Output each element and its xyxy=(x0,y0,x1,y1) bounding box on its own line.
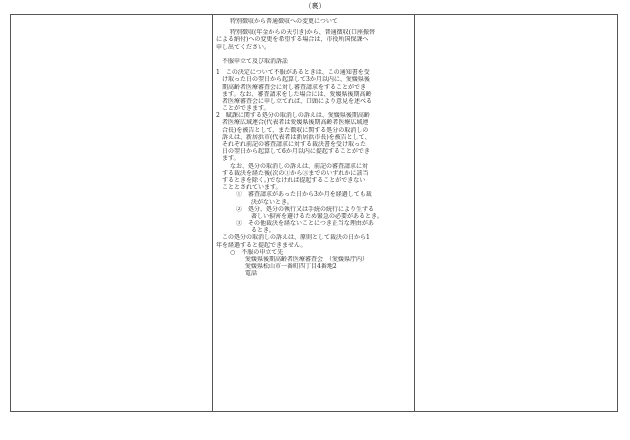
note-paragraph-line: こととされています。 xyxy=(222,184,282,192)
page-side-label: （裏） xyxy=(304,2,326,10)
collection-change-line: 特別徴収(年金からの天引き)から、普通徴収(口座振替 xyxy=(230,29,376,37)
case-2-line: ② 処分、処分の執行又は手続の続行により生ずる xyxy=(236,205,375,213)
case-1-line: 決がないとき。 xyxy=(251,198,293,206)
collection-change-line: 申し出てください。 xyxy=(216,43,271,51)
note-paragraph-line: なお、処分の取消しの訴えは、前記の審査請求に対 xyxy=(230,162,369,170)
contact-label: ○ 不服の申立て先 xyxy=(230,248,284,256)
case-3-line: ③ その他裁決を経ないことにつき正当な理由があ xyxy=(236,220,374,228)
appeal-item-2-line: 訴えは、新居浜市(代表者は新居浜市長)を被告として、 xyxy=(222,133,371,141)
appeal-item-1-line: 者医療審査会に申し立てれば、口頭により意見を述べる xyxy=(222,97,373,105)
case-3-line: るとき。 xyxy=(251,227,275,235)
appeal-item-2-line: 2 賦課に関する処分の取消しの訴えは、愛媛県後期高齢 xyxy=(216,112,370,120)
collection-change-line: による納付)への変更を希望する場合は、市役所国保課へ xyxy=(216,36,369,44)
notice-table xyxy=(10,14,618,412)
appeal-item-2-line: それぞれ前記の審査請求に対する裁決書を受け取った xyxy=(222,141,367,148)
note-paragraph-line: する裁決を経た後(次の①から③までのいずれかに該当 xyxy=(222,169,369,177)
appeal-item-1-line: け取った日の翌日から起算して3か月以内に、愛媛県後 xyxy=(222,76,370,84)
appeal-item-2-line: 日の翌日から起算して6か月以内に提起することができ xyxy=(222,148,370,156)
final-paragraph-line: この処分の取消しの訴えは、原則として裁決の日から1 xyxy=(222,234,370,242)
appeal-item-2-line: ます。 xyxy=(222,155,240,163)
column-divider-right xyxy=(414,15,415,411)
case-2-line: 著しい損害を避けるため緊急の必要があるとき。 xyxy=(251,212,383,220)
contact-address: 愛媛県松山市一番町四丁目4番地2 xyxy=(245,263,337,271)
note-paragraph-line: するときを除く。)でなければ提起することができない xyxy=(222,176,366,184)
appeal-item-1-line: 1 この決定について不服があるときは、この通知書を受 xyxy=(216,69,370,77)
contact-phone: 電話 xyxy=(245,270,258,278)
appeal-item-1-line: ことができます。 xyxy=(222,105,270,113)
heading-appeal: 不服申立て及び取消訴訟 xyxy=(222,57,289,65)
column-divider-left xyxy=(212,15,213,411)
appeal-item-1-line: ます。なお、審査請求をした場合には、愛媛県後期高齢 xyxy=(222,90,372,98)
case-1-line: ① 審査請求があった日から3か月を経過しても裁 xyxy=(236,191,372,199)
contact-organization: 愛媛県後期高齢者医療審査会 （愛媛県庁内） xyxy=(245,256,369,263)
appeal-item-2-line: 者医療広域連合(代表者は愛媛県後期高齢者医療広域連 xyxy=(222,119,369,127)
appeal-item-2-line: 合長)を被告として、また徴収に関する処分の取消しの xyxy=(222,126,369,134)
notice-text-column xyxy=(216,18,409,278)
heading-collection-change: 特別徴収から普通徴収への変更について xyxy=(230,18,338,25)
final-paragraph-line: 年を経過すると提起できません。 xyxy=(216,241,307,249)
appeal-item-1-line: 期高齢者医療審査会に対し審査請求をすることができ xyxy=(222,83,367,91)
